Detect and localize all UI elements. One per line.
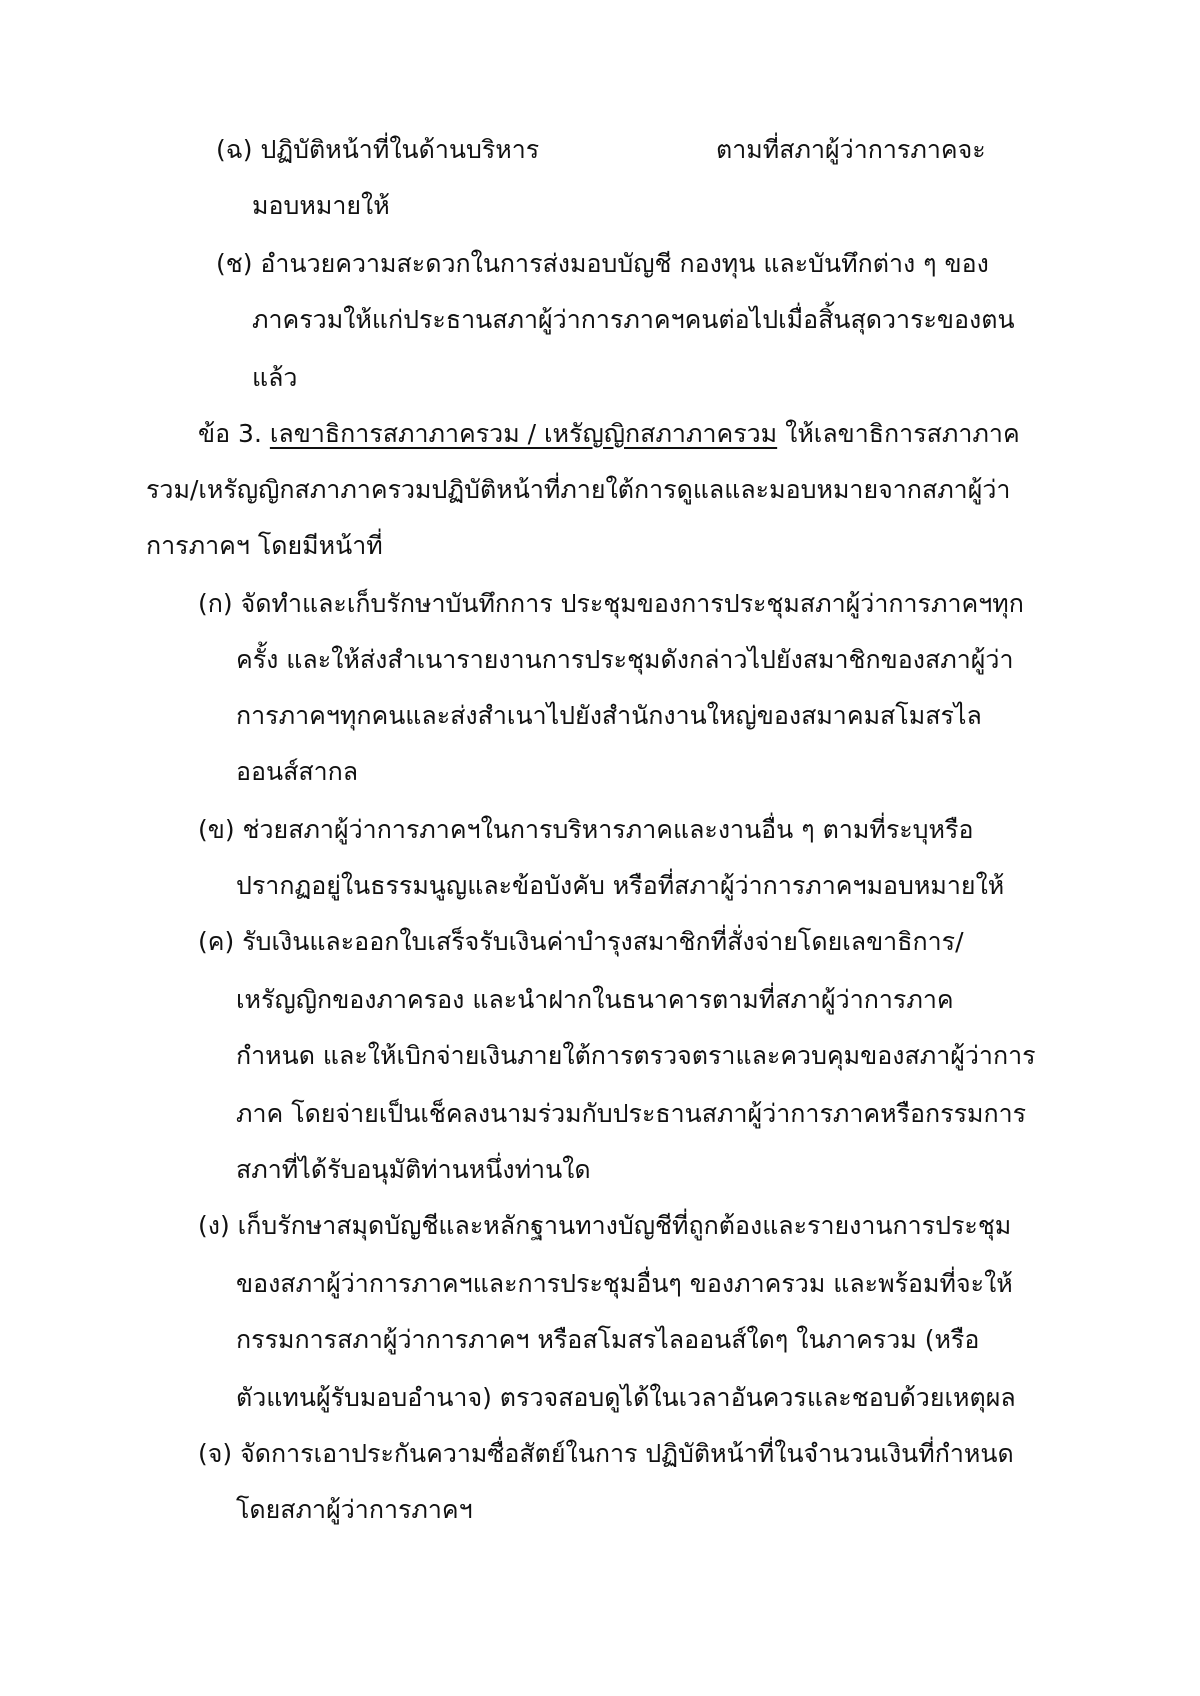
item-cho-line-2: มอบหมายให้ (252, 191, 390, 220)
clause-3-number: ข้อ 3. (198, 419, 262, 448)
item-cho-line-1a: (ฉ) ปฏิบัติหน้าที่ในด้านบริหาร (216, 135, 540, 164)
item-ngo-line-1: (ง) เก็บรักษาสมุดบัญชีและหลักฐานทางบัญชีที่ถูกต้องและรายงานการประชุม (198, 1211, 1012, 1240)
item-ko-line-2: ครั้ง และให้ส่งสำเนารายงานการประชุมดังกล่าวไปยังสมาชิกของสภาผู้ว่า (236, 645, 1014, 674)
item-ko-line-3: การภาคฯทุกคนและส่งสำเนาไปยังสำนักงานใหญ่ของสมาคมสโมสรไล (236, 701, 982, 730)
item-ngo-line-4: ตัวแทนผู้รับมอบอำนาจ) ตรวจสอบดูได้ในเวลาอันควรและชอบด้วยเหตุผล (236, 1383, 1016, 1412)
item-ngo-line-3: กรรมการสภาผู้ว่าการภาคฯ หรือสโมสรไลออนส์ใดๆ ในภาครวม (หรือ (236, 1325, 980, 1354)
clause-3-intro-start: ให้เลขาธิการสภาภาค (785, 419, 1020, 448)
item-cha-line-2: ภาครวมให้แก่ประธานสภาผู้ว่าการภาคฯคนต่อไปเมื่อสิ้นสุดวาระของตน (252, 305, 1015, 334)
item-cho-line-1b: ตามที่สภาผู้ว่าการภาคจะ (716, 135, 986, 164)
item-cho-chan-line-1: (จ) จัดการเอาประกันความซื่อสัตย์ในการ ปฏิบัติหน้าที่ในจำนวนเงินที่กำหนด (198, 1439, 1014, 1468)
item-kho-khwai-line-1: (ค) รับเงินและออกใบเสร็จรับเงินค่าบำรุงสมาชิกที่สั่งจ่ายโดยเลขาธิการ/ (198, 927, 964, 956)
item-ngo-line-2: ของสภาผู้ว่าการภาคฯและการประชุมอื่นๆ ของภาครวม และพร้อมที่จะให้ (236, 1269, 1013, 1298)
item-kho-line-2: ปรากฏอยู่ในธรรมนูญและข้อบังคับ หรือที่สภาผู้ว่าการภาคฯมอบหมายให้ (236, 871, 1005, 900)
item-kho-line-1: (ข) ช่วยสภาผู้ว่าการภาคฯในการบริหารภาคและงานอื่น ๆ ตามที่ระบุหรือ (198, 815, 974, 844)
clause-3-intro-line-3: การภาคฯ โดยมีหน้าที่ (146, 531, 383, 560)
item-kho-khwai-line-3: กำหนด และให้เบิกจ่ายเงินภายใต้การตรวจตราและควบคุมของสภาผู้ว่าการ (236, 1041, 1036, 1070)
clause-3-heading (198, 414, 1020, 454)
item-cha-line-1: (ช) อำนวยความสะดวกในการส่งมอบบัญชี กองทุน และบันทึกต่าง ๆ ของ (216, 249, 989, 278)
item-kho-khwai-line-4: ภาค โดยจ่ายเป็นเช็คลงนามร่วมกับประธานสภาผู้ว่าการภาคหรือกรรมการ (236, 1099, 1027, 1128)
item-cho-chan-line-2: โดยสภาผู้ว่าการภาคฯ (236, 1495, 473, 1524)
clause-3-title: เลขาธิการสภาภาครวม / เหรัญญิกสภาภาครวม (269, 419, 778, 448)
clause-3-intro-line-2: รวม/เหรัญญิกสภาภาครวมปฏิบัติหน้าที่ภายใต้การดูแลและมอบหมายจากสภาผู้ว่า (146, 475, 1011, 504)
item-kho-khwai-line-2: เหรัญญิกของภาครอง และนำฝากในธนาคารตามที่สภาผู้ว่าการภาค (236, 985, 954, 1014)
item-cha-line-3: แล้ว (252, 363, 298, 392)
item-ko-line-1: (ก) จัดทำและเก็บรักษาบันทึกการ ประชุมของการประชุมสภาผู้ว่าการภาคฯทุก (198, 589, 1024, 618)
item-ko-line-4: ออนส์สากล (236, 757, 359, 786)
item-kho-khwai-line-5: สภาที่ได้รับอนุมัติท่านหนึ่งท่านใด (236, 1155, 591, 1184)
